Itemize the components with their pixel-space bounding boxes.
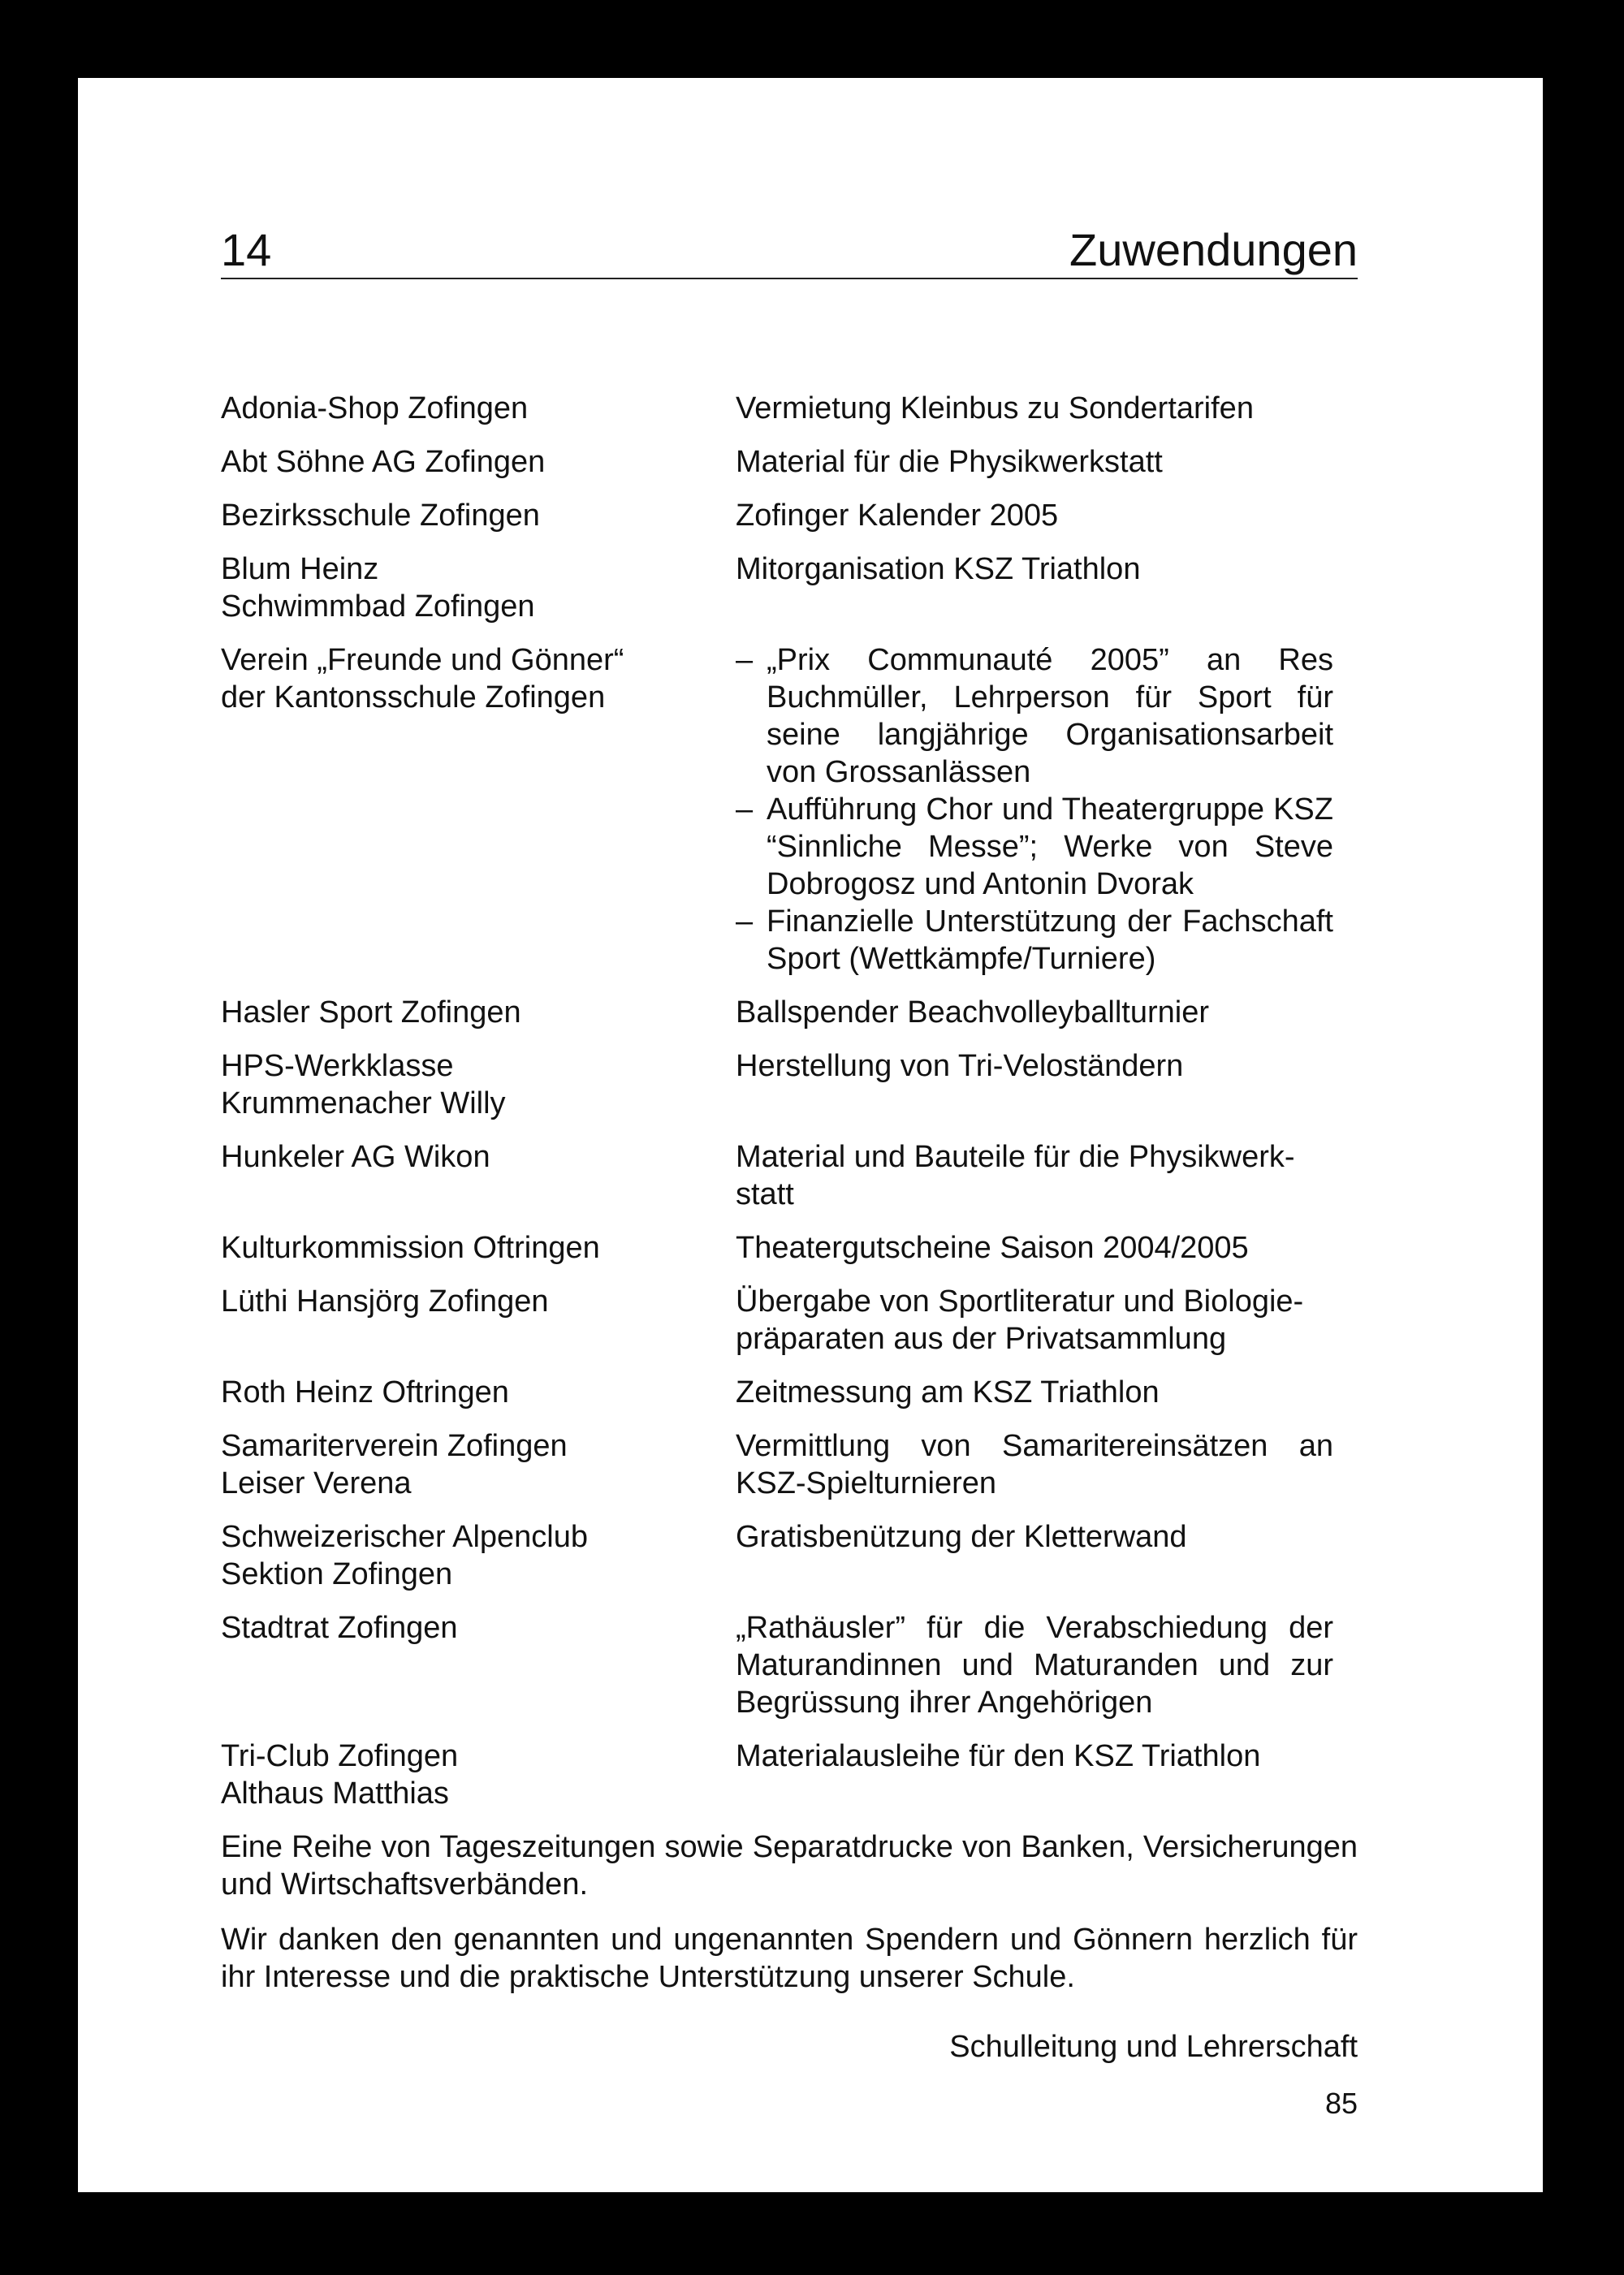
entry-row (221, 390, 1358, 427)
gift-description: „Rathäusler” für die Verabschiedung der Maturandinnen und Maturanden und zur Begrüssung ihrer Angehörigen (736, 1611, 1333, 1720)
donor-name: Bezirksschule Zofingen (221, 499, 540, 533)
donor-name: Samariterverein Zofingen Leiser Verena (221, 1429, 568, 1500)
gift-description: Materialausleihe für den KSZ Triathlon (736, 1739, 1261, 1773)
dash-bullet: – (736, 792, 754, 827)
gift-description: Vermittlung von Samaritereinsätzen an KSZ-Spielturnieren (736, 1429, 1333, 1500)
entry-row (221, 443, 1358, 481)
donor-name: Adonia-Shop Zofingen (221, 391, 529, 425)
donor-name: Hasler Sport Zofingen (221, 995, 521, 1030)
dash-bullet: – (736, 904, 754, 939)
gift-description: Herstellung von Tri-Veloständern (736, 1049, 1184, 1083)
signoff: Schulleitung und Lehrerschaft (949, 2030, 1358, 2064)
gift-description: Material und Bauteile für die Physikwerk- statt (736, 1140, 1295, 1211)
donor-name: Abt Söhne AG Zofingen (221, 445, 546, 479)
donor-name: Hunkeler AG Wikon (221, 1140, 490, 1174)
gift-description: Zeitmessung am KSZ Triathlon (736, 1375, 1160, 1409)
donor-list (221, 390, 1358, 2122)
gift-description: Gratisbenützung der Kletterwand (736, 1520, 1187, 1554)
donor-name: Tri-Club Zofingen Althaus Matthias (221, 1739, 459, 1811)
chapter-number: 14 (221, 224, 272, 275)
entry-row (221, 497, 1358, 534)
entry-row (221, 1138, 1358, 1213)
list-item: – „Prix Communauté 2005” an Res Buchmüller, Lehrperson für Sport für seine langjährige Organisationsarbeit von Grossanlässen (736, 643, 1333, 789)
donor-name: Blum Heinz Schwimmbad Zofingen (221, 552, 535, 624)
list-item: – Finanzielle Unterstützung der Fachschaft Sport (Wettkämpfe/Turniere) (736, 904, 1333, 976)
entry-row (221, 1738, 1358, 1812)
donor-name: Schweizerischer Alpenclub Sektion Zofingen (221, 1520, 589, 1591)
gift-description: Übergabe von Sportliteratur und Biologie- präparaten aus der Privatsammlung (736, 1284, 1304, 1356)
entry-row (221, 994, 1358, 1031)
donor-name: HPS-Werkklasse Krummenacher Willy (221, 1049, 506, 1120)
chapter-header (221, 219, 1358, 279)
gift-description-list (736, 641, 1333, 978)
donor-name: Roth Heinz Oftringen (221, 1375, 509, 1409)
entry-row (221, 1283, 1358, 1358)
list-item: – Aufführung Chor und Theatergruppe KSZ “Sinnliche Messe”; Werke von Steve Dobrogosz und Antonin Dvorak (736, 792, 1333, 901)
entry-row (221, 1374, 1358, 1411)
entry-row (221, 1427, 1358, 1502)
thanks-paragraph: Wir danken den genannten und ungenannten Spendern und Gönnern herzlich für ihr Interesse und die praktische Unterstützung unserer Schule. (221, 1923, 1358, 1994)
entry-row (221, 1609, 1358, 1721)
gift-description: Zofinger Kalender 2005 (736, 499, 1059, 533)
entry-row (221, 641, 1358, 978)
gift-description: Vermietung Kleinbus zu Sondertarifen (736, 391, 1254, 425)
donor-name: Verein „Freunde und Gönner“ der Kantonsschule Zofingen (221, 643, 624, 714)
dash-bullet: – (736, 643, 754, 677)
donor-name: Stadtrat Zofingen (221, 1611, 458, 1645)
entry-row (221, 1047, 1358, 1122)
closing-paragraph: Eine Reihe von Tageszeitungen sowie Separatdrucke von Banken, Versicherungen und Wirtschaftsverbänden. (221, 1830, 1358, 1902)
page-number: 85 (1324, 2087, 1358, 2120)
gift-description: Mitorganisation KSZ Triathlon (736, 552, 1141, 586)
chapter-title: Zuwendungen (1069, 224, 1358, 275)
gift-description: Ballspender Beachvolleyballturnier (736, 995, 1210, 1030)
entry-row (221, 1229, 1358, 1267)
entry-row (221, 550, 1358, 625)
donor-name: Lüthi Hansjörg Zofingen (221, 1284, 549, 1319)
gift-description: Theatergutscheine Saison 2004/2005 (736, 1231, 1249, 1265)
entry-row (221, 1518, 1358, 1593)
donor-name: Kulturkommission Oftringen (221, 1231, 600, 1265)
gift-description: Material für die Physikwerkstatt (736, 445, 1163, 479)
